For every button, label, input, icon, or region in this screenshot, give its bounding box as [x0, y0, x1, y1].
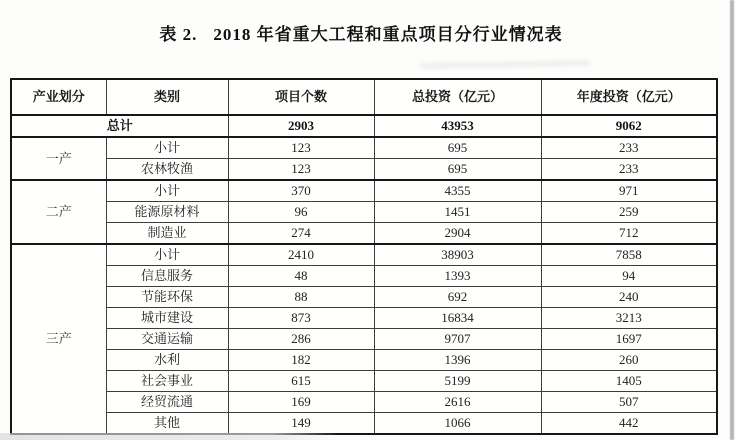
total-label: 总计	[11, 115, 228, 137]
table-row	[11, 413, 717, 435]
table-row	[11, 350, 717, 371]
value-cell: 2616	[374, 392, 541, 413]
category-cell: 小计	[106, 244, 228, 266]
scan-edge-bottom	[0, 433, 339, 440]
value-cell: 971	[541, 180, 717, 202]
col-header-industry-division: 产业划分	[11, 79, 106, 115]
table-row	[11, 371, 717, 392]
value-cell: 96	[228, 202, 374, 223]
category-cell: 节能环保	[106, 287, 228, 308]
value-cell: 48	[228, 266, 374, 287]
category-cell: 制造业	[106, 223, 228, 245]
value-cell: 2410	[228, 244, 374, 266]
industry-label: 三产	[11, 244, 106, 434]
industry-label: 二产	[11, 180, 106, 244]
table-row	[11, 223, 717, 245]
value-cell: 1697	[541, 329, 717, 350]
industry-label: 一产	[11, 137, 106, 180]
header-row	[11, 79, 717, 115]
value-cell: 182	[228, 350, 374, 371]
table-row	[11, 137, 717, 159]
value-cell: 507	[541, 392, 717, 413]
table-row	[11, 244, 717, 266]
col-header-category: 类别	[106, 79, 228, 115]
value-cell: 370	[228, 180, 374, 202]
table-body	[11, 115, 717, 434]
table-title	[0, 20, 722, 45]
value-cell: 5199	[374, 371, 541, 392]
table-row	[11, 329, 717, 350]
value-cell: 695	[374, 137, 541, 159]
value-cell: 1066	[374, 413, 541, 435]
table-row	[11, 202, 717, 223]
value-cell: 873	[228, 308, 374, 329]
category-cell: 能源原材料	[106, 202, 228, 223]
value-cell: 260	[541, 350, 717, 371]
category-cell: 经贸流通	[106, 392, 228, 413]
table-row	[11, 287, 717, 308]
category-cell: 社会事业	[106, 371, 228, 392]
table-row	[11, 180, 717, 202]
col-header-project-count: 项目个数	[228, 79, 374, 115]
value-cell: 692	[374, 287, 541, 308]
category-cell: 小计	[106, 180, 228, 202]
value-cell: 274	[228, 223, 374, 245]
value-cell: 615	[228, 371, 374, 392]
total-row	[11, 115, 717, 137]
total-value: 2903	[228, 115, 374, 137]
category-cell: 信息服务	[106, 266, 228, 287]
table-row	[11, 159, 717, 181]
value-cell: 88	[228, 287, 374, 308]
value-cell: 695	[374, 159, 541, 181]
value-cell: 7858	[541, 244, 717, 266]
value-cell: 2904	[374, 223, 541, 245]
total-value: 9062	[541, 115, 717, 137]
value-cell: 286	[228, 329, 374, 350]
category-cell: 交通运输	[106, 329, 228, 350]
value-cell: 123	[228, 137, 374, 159]
value-cell: 16834	[374, 308, 541, 329]
table-title-text: 2018 年省重大工程和重点项目分行业情况表	[213, 25, 563, 44]
value-cell: 233	[541, 159, 717, 181]
value-cell: 123	[228, 159, 374, 181]
category-cell: 其他	[106, 413, 228, 435]
col-header-annual-investment: 年度投资（亿元）	[541, 79, 717, 115]
col-header-total-investment: 总投资（亿元）	[374, 79, 541, 115]
scan-edge-right	[730, 0, 734, 440]
table-title-prefix: 表 2.	[159, 25, 198, 44]
value-cell: 169	[228, 392, 374, 413]
value-cell: 712	[541, 223, 717, 245]
value-cell: 1405	[541, 371, 717, 392]
value-cell: 1393	[374, 266, 541, 287]
scan-smudge	[420, 61, 590, 69]
value-cell: 233	[541, 137, 717, 159]
category-cell: 城市建设	[106, 308, 228, 329]
category-cell: 农林牧渔	[106, 159, 228, 181]
value-cell: 94	[541, 266, 717, 287]
table-row	[11, 266, 717, 287]
value-cell: 442	[541, 413, 717, 435]
total-value: 43953	[374, 115, 541, 137]
value-cell: 9707	[374, 329, 541, 350]
table-row	[11, 308, 717, 329]
value-cell: 149	[228, 413, 374, 435]
table-row	[11, 392, 717, 413]
value-cell: 1451	[374, 202, 541, 223]
category-cell: 水利	[106, 350, 228, 371]
value-cell: 1396	[374, 350, 541, 371]
value-cell: 259	[541, 202, 717, 223]
value-cell: 240	[541, 287, 717, 308]
industry-projects-table	[10, 78, 718, 435]
value-cell: 4355	[374, 180, 541, 202]
category-cell: 小计	[106, 137, 228, 159]
value-cell: 38903	[374, 244, 541, 266]
value-cell: 3213	[541, 308, 717, 329]
